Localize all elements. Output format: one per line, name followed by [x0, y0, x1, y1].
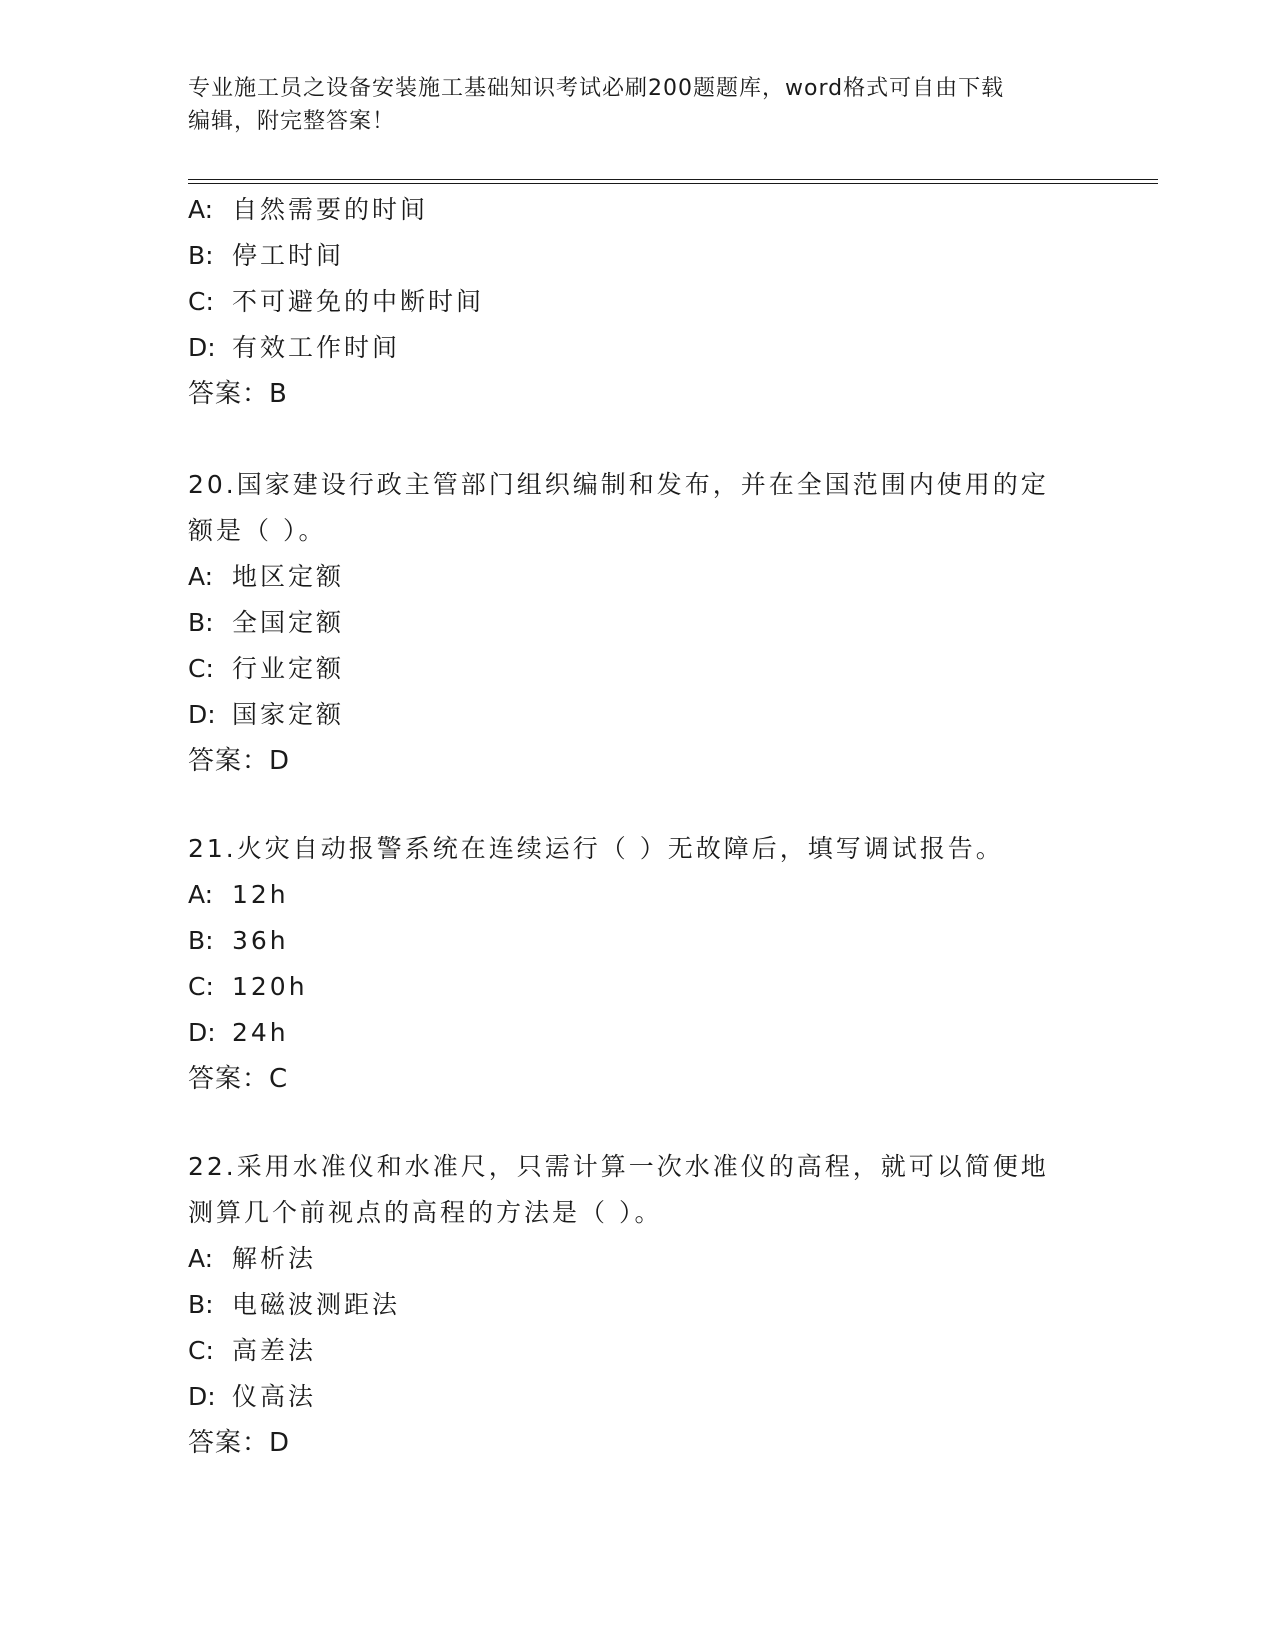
answer-line: 答案：D: [188, 1428, 291, 1458]
option-c: [188, 279, 1088, 325]
option-b: [188, 1282, 1088, 1328]
question-text-line-2: 额是（ ）。: [188, 516, 327, 545]
option-letter: D:: [188, 333, 216, 362]
question-text-line-1: 21.火灾自动报警系统在连续运行（ ）无故障后，填写调试报告。: [188, 834, 1004, 863]
option-text: 电磁波测距法: [232, 1290, 401, 1319]
option-d: [188, 1374, 1088, 1420]
option-d: [188, 692, 1088, 738]
option-letter: B:: [188, 241, 214, 270]
option-text: 国家定额: [232, 700, 345, 729]
option-letter: D:: [188, 1382, 216, 1411]
option-text: 24h: [232, 1018, 289, 1047]
option-text: 36h: [232, 926, 289, 955]
option-text: 有效工作时间: [232, 333, 401, 362]
answer-line: 答案：C: [188, 1064, 289, 1094]
option-d: [188, 1010, 1088, 1056]
option-letter: C:: [188, 287, 214, 316]
question-19: [188, 187, 1088, 417]
option-text: 120h: [232, 972, 308, 1001]
option-text: 全国定额: [232, 608, 345, 637]
header-title-line-1: 专业施工员之设备安装施工基础知识考试必刷200题题库，word格式可自由下载: [188, 76, 1005, 101]
question-22: [188, 1144, 1088, 1466]
option-letter: A:: [188, 1244, 214, 1273]
option-text: 解析法: [232, 1244, 317, 1273]
answer-line: 答案：B: [188, 379, 288, 409]
answer-line: 答案：D: [188, 746, 291, 776]
option-text: 高差法: [232, 1336, 317, 1365]
option-letter: B:: [188, 926, 214, 955]
option-c: [188, 964, 1088, 1010]
option-a: [188, 872, 1088, 918]
option-a: [188, 554, 1088, 600]
question-text-line-2: 测算几个前视点的高程的方法是（ ）。: [188, 1198, 663, 1227]
option-letter: D:: [188, 1018, 216, 1047]
option-b: [188, 600, 1088, 646]
question-21: [188, 826, 1088, 1102]
option-d: [188, 325, 1088, 371]
option-c: [188, 1328, 1088, 1374]
option-text: 不可避免的中断时间: [232, 287, 485, 316]
option-letter: A:: [188, 562, 214, 591]
option-text: 停工时间: [232, 241, 345, 270]
option-b: [188, 918, 1088, 964]
header-divider-bottom: [188, 183, 1158, 184]
option-text: 行业定额: [232, 654, 345, 683]
option-letter: B:: [188, 608, 214, 637]
option-letter: A:: [188, 195, 214, 224]
option-letter: B:: [188, 1290, 214, 1319]
option-b: [188, 233, 1088, 279]
question-20: [188, 462, 1088, 784]
option-text: 地区定额: [232, 562, 345, 591]
option-letter: A:: [188, 880, 214, 909]
header-divider-top: [188, 179, 1158, 180]
option-text: 仪高法: [232, 1382, 317, 1411]
question-text-line-1: 22.采用水准仪和水准尺，只需计算一次水准仪的高程，就可以简便地: [188, 1152, 1049, 1181]
option-letter: C:: [188, 1336, 214, 1365]
option-letter: D:: [188, 700, 216, 729]
option-text: 12h: [232, 880, 289, 909]
option-a: [188, 187, 1088, 233]
option-text: 自然需要的时间: [232, 195, 429, 224]
header-title-line-2: 编辑，附完整答案！: [188, 109, 396, 134]
option-c: [188, 646, 1088, 692]
option-letter: C:: [188, 654, 214, 683]
document-header: [188, 72, 1088, 138]
option-letter: C:: [188, 972, 214, 1001]
option-a: [188, 1236, 1088, 1282]
question-text-line-1: 20.国家建设行政主管部门组织编制和发布，并在全国范围内使用的定: [188, 470, 1049, 499]
